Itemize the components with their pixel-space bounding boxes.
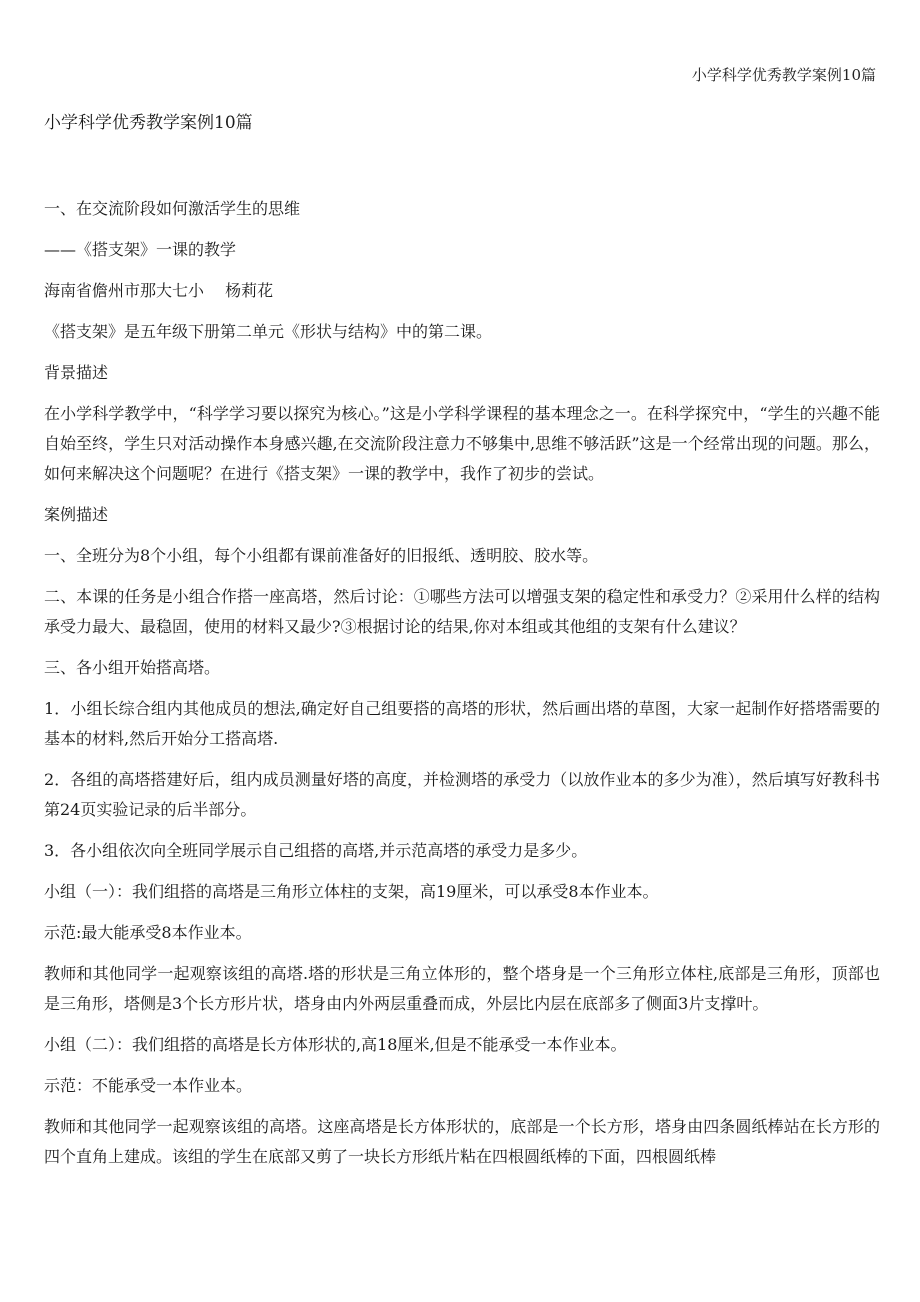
section-heading: 一、在交流阶段如何激活学生的思维 [44,199,301,218]
step-3: 3．各小组依次向全班同学展示自己组搭的高塔,并示范高塔的承受力是多少。 [44,841,588,860]
background-heading: 背景描述 [44,363,109,382]
group-1-report: 小组（一）：我们组搭的高塔是三角形立体柱的支架，高19厘米，可以承受8本作业本。 [44,882,659,901]
group-1-demo: 示范:最大能承受8本作业本。 [44,923,252,942]
author-line: 海南省儋州市那大七小 杨莉花 [44,281,274,300]
group-2-observation: 教师和其他同学一起观察该组的高塔。这座高塔是长方体形状的，底部是一个长方形，塔身由四条圆纸棒站在长方形的四个直角上建成。该组的学生在底部又剪了一块长方形纸片粘在四根圆纸棒的下面，四根圆纸棒 [44,1117,880,1166]
document-title: 小学科学优秀教学案例10篇 [44,113,253,133]
group-2-demo: 示范：不能承受一本作业本。 [44,1076,253,1095]
case-item-2: 二、本课的任务是小组合作搭一座高塔，然后讨论：①哪些方法可以增强支架的稳定性和承受力？②采用什么样的结构承受力最大、最稳固，使用的材料又最少?③根据讨论的结果,你对本组或其他组的支架有什么建议？ [44,587,880,636]
case-item-1: 一、全班分为8个小组，每个小组都有课前准备好的旧报纸、透明胶、胶水等。 [44,546,599,565]
document-body [44,194,880,1183]
background-paragraph: 在小学科学教学中，“科学学习要以探究为核心。”这是小学科学课程的基本理念之一。在科学探究中，“学生的兴趣不能自始至终，学生只对活动操作本身感兴趣,在交流阶段注意力不够集中,思维不够活跃”这是一个经常出现的问题。那么，如何来解决这个问题呢？在进行《搭支架》一课的教学中，我作了初步的尝试。 [44,404,880,483]
step-2: 2．各组的高塔搭建好后，组内成员测量好塔的高度，并检测塔的承受力（以放作业本的多少为准），然后填写好教科书第24页实验记录的后半部分。 [44,770,880,819]
running-header: 小学科学优秀教学案例10篇 [691,66,876,84]
step-1: 1．小组长综合组内其他成员的想法,确定好自己组要搭的高塔的形状，然后画出塔的草图，大家一起制作好搭塔需要的基本的材料,然后开始分工搭高塔. [44,699,880,748]
intro-paragraph: 《搭支架》是五年级下册第二单元《形状与结构》中的第二课。 [44,322,493,341]
group-1-observation: 教师和其他同学一起观察该组的高塔.塔的形状是三角立体形的，整个塔身是一个三角形立体柱,底部是三角形，顶部也是三角形，塔侧是3个长方形片状，塔身由内外两层重叠而成，外层比内层在底部多了侧面3片支撑叶。 [44,964,880,1013]
case-heading: 案例描述 [44,505,109,524]
group-2-report: 小组（二）：我们组搭的高塔是长方体形状的,高18厘米,但是不能承受一本作业本。 [44,1035,627,1054]
case-item-3: 三、各小组开始搭高塔。 [44,658,221,677]
lesson-subtitle: ——《搭支架》一课的教学 [44,240,237,259]
